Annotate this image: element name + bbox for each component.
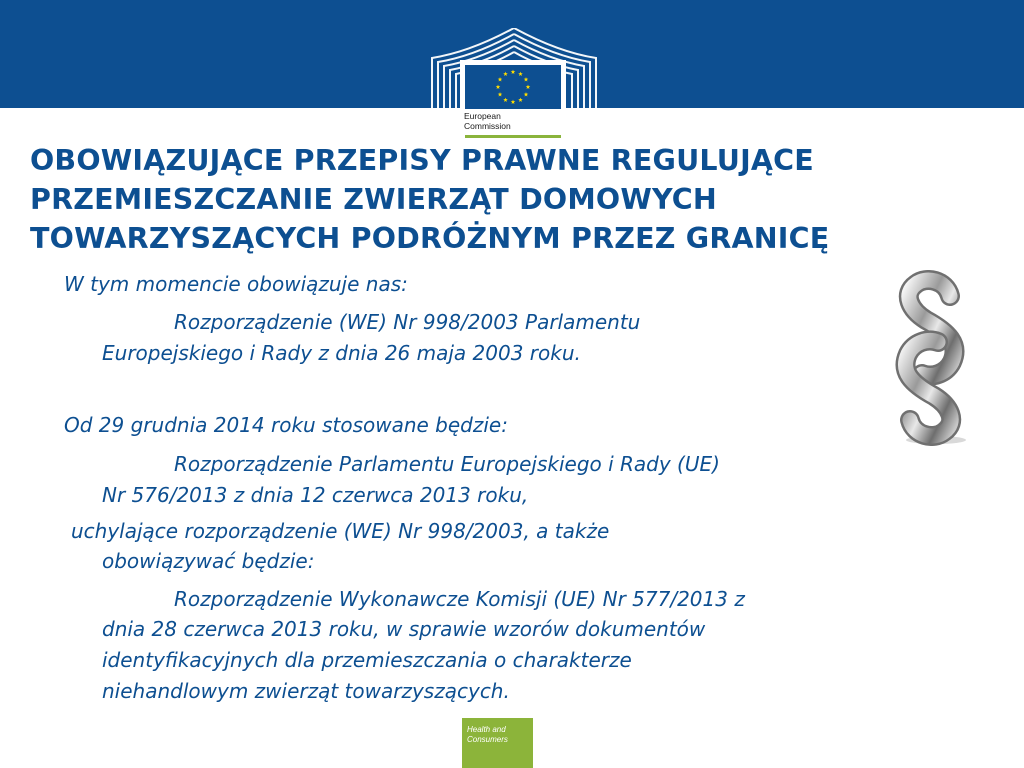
badge-line2: Consumers xyxy=(467,735,508,744)
title-line-2: PRZEMIESZCZANIE ZWIERZĄT DOMOWYCH xyxy=(30,183,717,216)
repeal-text-line2: obowiązywać będzie: xyxy=(102,549,315,573)
logo-text-line2: Commission xyxy=(464,121,511,131)
badge-line1: Health and xyxy=(467,725,506,734)
regulation-576-line2: Nr 576/2013 z dnia 12 czerwca 2013 roku, xyxy=(102,483,529,507)
regulation-576-line1: Rozporządzenie Parlamentu Europejskiego i Rady (UE) xyxy=(174,452,720,476)
logo-text-line1: European xyxy=(464,111,501,121)
intro-future-text: Od 29 grudnia 2014 roku stosowane będzie: xyxy=(64,413,508,437)
intro-current-text: W tym momencie obowiązuje nas: xyxy=(64,272,408,296)
paragraph-section-icon xyxy=(876,270,980,446)
regulation-998-line2: Europejskiego i Rady z dnia 26 maja 2003 roku. xyxy=(102,341,581,365)
title-line-3: TOWARZYSZĄCYCH PODRÓŻNYM PRZEZ GRANICĘ xyxy=(30,222,830,255)
regulation-577-line2: dnia 28 czerwca 2013 roku, w sprawie wzorów dokumentów xyxy=(102,617,706,641)
repeal-text-line1: uchylające rozporządzenie (WE) Nr 998/2003, a także xyxy=(71,519,610,543)
regulation-577-line3: identyfikacyjnych dla przemieszczania o charakterze xyxy=(102,648,632,672)
regulation-577-line1: Rozporządzenie Wykonawcze Komisji (UE) Nr 577/2013 z xyxy=(174,587,745,611)
health-consumers-badge xyxy=(462,718,533,768)
regulation-998-line1: Rozporządzenie (WE) Nr 998/2003 Parlamentu xyxy=(174,310,641,334)
title-line-1: OBOWIĄZUJĄCE PRZEPISY PRAWNE REGULUJĄCE xyxy=(30,144,814,177)
regulation-577-line4: niehandlowym zwierząt towarzyszących. xyxy=(102,679,510,703)
